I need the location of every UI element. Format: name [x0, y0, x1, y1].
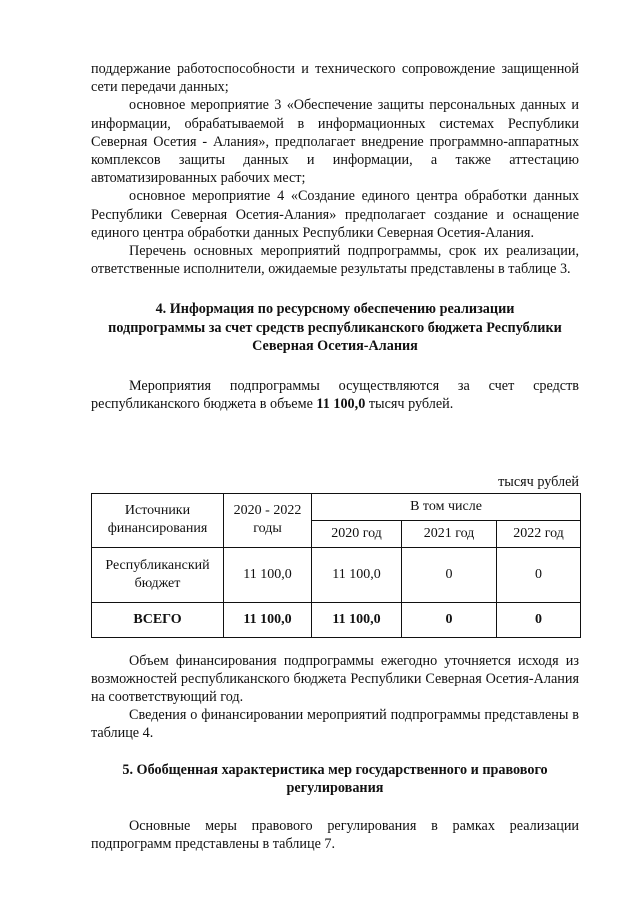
paragraph-support: поддержание работоспособности и технического сопровождение защищенной сети передачи данных;	[91, 61, 579, 96]
row-2022: 0	[497, 547, 581, 602]
table-unit-label: тысяч рублей	[498, 474, 579, 491]
paragraph-funding-reference: Сведения о финансировании мероприятий подпрограммы представлены в таблице 4.	[91, 707, 579, 742]
table-row	[92, 547, 581, 602]
section-5-body: Основные меры правового регулирования в рамках реализации подпрограмм представлены в таблице 7.	[91, 818, 579, 853]
section-4-body-post: тысяч рублей.	[365, 396, 454, 413]
header-source: Источники финансирования	[92, 493, 224, 547]
row-2022: 0	[497, 602, 581, 637]
section-4-heading-line-3: Северная Осетия-Алания	[252, 337, 418, 354]
row-label: ВСЕГО	[92, 602, 224, 637]
row-total: 11 100,0	[224, 547, 312, 602]
table-row-total	[92, 602, 581, 637]
document-page	[91, 60, 579, 853]
section-4-heading-line-1: 4. Информация по ресурсному обеспечению реализации	[155, 301, 515, 318]
header-year-2020: 2020 год	[312, 520, 402, 547]
header-period: 2020 - 2022 годы	[224, 493, 312, 547]
row-2020: 11 100,0	[312, 602, 402, 637]
funding-table	[91, 493, 581, 638]
section-4-body-amount: 11 100,0	[316, 396, 366, 413]
paragraph-list-reference: Перечень основных мероприятий подпрограммы, срок их реализации, ответственные исполнители, ожидаемые результаты представлены в таблице 3.	[91, 243, 579, 278]
header-year-2021: 2021 год	[402, 520, 497, 547]
table-header-row-1	[92, 493, 581, 520]
section-4-body-pre: Мероприятия подпрограммы осуществляются за счет средств республиканского бюджета в объеме	[91, 378, 579, 413]
paragraph-funding-annual: Объем финансирования подпрограммы ежегодно уточняется исходя из возможностей республиканского бюджета Республики Северная Осетия-Алания на соответствующий год.	[91, 652, 579, 706]
row-2020: 11 100,0	[312, 547, 402, 602]
header-year-2022: 2022 год	[497, 520, 581, 547]
row-label: Республиканский бюджет	[92, 547, 224, 602]
paragraph-measure-3: основное мероприятие 3 «Обеспечение защиты персональных данных и информации, обрабатываемой в информационных системах Республики Северная Осетия - Алания», предполагает внедрение программно-аппаратных комплексов защиты данных и информации, а также аттестацию автоматизированных рабочих мест;	[91, 97, 579, 187]
section-4-body	[91, 377, 579, 413]
row-2021: 0	[402, 547, 497, 602]
section-5-heading-line-2: регулирования	[286, 779, 384, 796]
section-4-heading	[91, 300, 579, 355]
row-total: 11 100,0	[224, 602, 312, 637]
paragraph-measure-4: основное мероприятие 4 «Создание единого центра обработки данных Республики Северная Осетия-Алания» предполагает создание и оснащение единого центра обработки данных Республики Северная Осетия-Алания.	[91, 188, 579, 241]
header-including: В том числе	[312, 493, 581, 520]
section-5-heading	[91, 761, 579, 797]
row-2021: 0	[402, 602, 497, 637]
section-5-heading-line-1: 5. Обобщенная характеристика мер государственного и правового	[122, 761, 548, 778]
section-4-heading-line-2: подпрограммы за счет средств республиканского бюджета Республики	[108, 319, 562, 336]
